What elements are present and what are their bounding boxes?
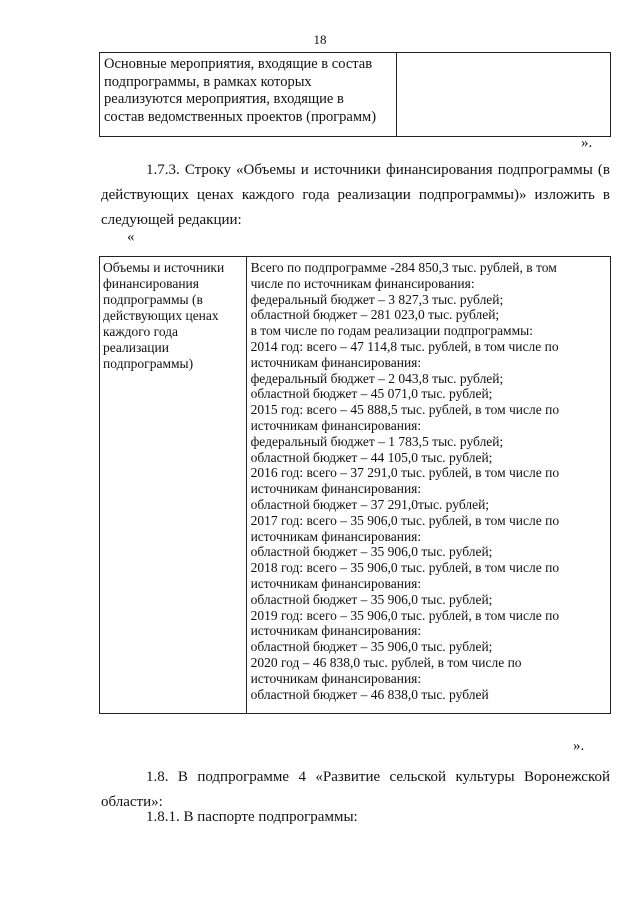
financing-line: областной бюджет – 46 838,0 тыс. рублей	[250, 686, 489, 702]
financing-line: областной бюджет – 35 906,0 тыс. рублей;	[250, 544, 493, 560]
measures-label-cell	[100, 53, 397, 137]
financing-line: источникам финансирования:	[250, 354, 422, 370]
measures-value-cell	[396, 53, 610, 137]
closing-quote: ».	[581, 135, 593, 151]
financing-line: 2014 год: всего – 47 114,8 тыс. рублей, в том числе по	[250, 338, 559, 354]
financing-label-line: каждого года	[103, 324, 179, 339]
financing-line: 2019 год: всего – 35 906,0 тыс. рублей, в том числе по	[250, 607, 560, 623]
paragraph-1-8-1: 1.8.1. В паспорте подпрограммы:	[146, 809, 358, 825]
financing-line: 2015 год: всего – 45 888,5 тыс. рублей, в том числе по	[250, 402, 560, 418]
financing-line: областной бюджет – 281 023,0 тыс. рублей;	[250, 307, 500, 323]
financing-line: областной бюджет – 35 906,0 тыс. рублей;	[250, 639, 493, 655]
paragraph-1-7-3: 1.7.3. Строку «Объемы и источники финансирования подпрограммы (в действующих ценах каждого года реализации подпрограммы)» изложить в следующей редакции:	[101, 162, 610, 228]
financing-line: федеральный бюджет – 1 783,5 тыс. рублей;	[250, 433, 504, 449]
financing-line: областной бюджет – 37 291,0тыс. рублей;	[250, 496, 490, 512]
financing-line: 2016 год: всего – 37 291,0 тыс. рублей, в том числе по	[250, 465, 560, 481]
financing-line: Всего по подпрограмме -284 850,3 тыс. рублей, в том	[250, 260, 557, 275]
financing-line: 2017 год: всего – 35 906,0 тыс. рублей, в том числе по	[250, 512, 560, 528]
financing-line: 2018 год: всего – 35 906,0 тыс. рублей, в том числе по	[250, 560, 560, 576]
financing-table	[99, 256, 611, 714]
financing-label-cell	[100, 257, 247, 714]
financing-label-line: финансирования	[103, 276, 199, 291]
financing-label-line: действующих ценах	[103, 308, 219, 323]
financing-label-line: подпрограммы (в	[103, 292, 203, 307]
measures-label-line: Основные мероприятия, входящие в состав	[104, 56, 373, 72]
opening-quote: «	[127, 229, 135, 245]
financing-line: федеральный бюджет – 2 043,8 тыс. рублей;	[250, 370, 504, 386]
measures-table	[99, 52, 611, 137]
measures-label-line: реализуются мероприятия, входящие в	[104, 91, 344, 107]
financing-line: источникам финансирования:	[250, 481, 422, 497]
measures-label-line: подпрограммы, в рамках которых	[104, 73, 312, 90]
financing-line: областной бюджет – 35 906,0 тыс. рублей;	[250, 591, 493, 607]
financing-line: областной бюджет – 44 105,0 тыс. рублей;	[250, 449, 493, 465]
measures-label-line: состав ведомственных проектов (программ)	[104, 108, 377, 125]
financing-line: источникам финансирования:	[250, 670, 422, 686]
page-number: 18	[313, 32, 327, 47]
financing-line: областной бюджет – 45 071,0 тыс. рублей;	[250, 386, 493, 402]
financing-line: 2020 год – 46 838,0 тыс. рублей, в том числе по	[250, 654, 522, 670]
financing-value-cell	[246, 257, 610, 714]
financing-label-line: Объемы и источники	[103, 260, 225, 275]
financing-line: федеральный бюджет – 3 827,3 тыс. рублей;	[250, 291, 504, 307]
financing-line: источникам финансирования:	[250, 623, 422, 639]
financing-line: источникам финансирования:	[250, 575, 422, 591]
financing-line: в том числе по годам реализации подпрограммы:	[250, 323, 533, 339]
financing-label-line: реализации	[103, 340, 169, 355]
financing-line: числе по источникам финансирования:	[250, 275, 475, 291]
financing-line: источникам финансирования:	[250, 528, 422, 544]
financing-line: источникам финансирования:	[250, 417, 422, 433]
paragraph-1-8: 1.8. В подпрограмме 4 «Развитие сельской культуры Воронежской области»:	[101, 769, 610, 810]
closing-quote: ».	[573, 738, 585, 754]
financing-label-line: подпрограммы)	[103, 356, 194, 371]
